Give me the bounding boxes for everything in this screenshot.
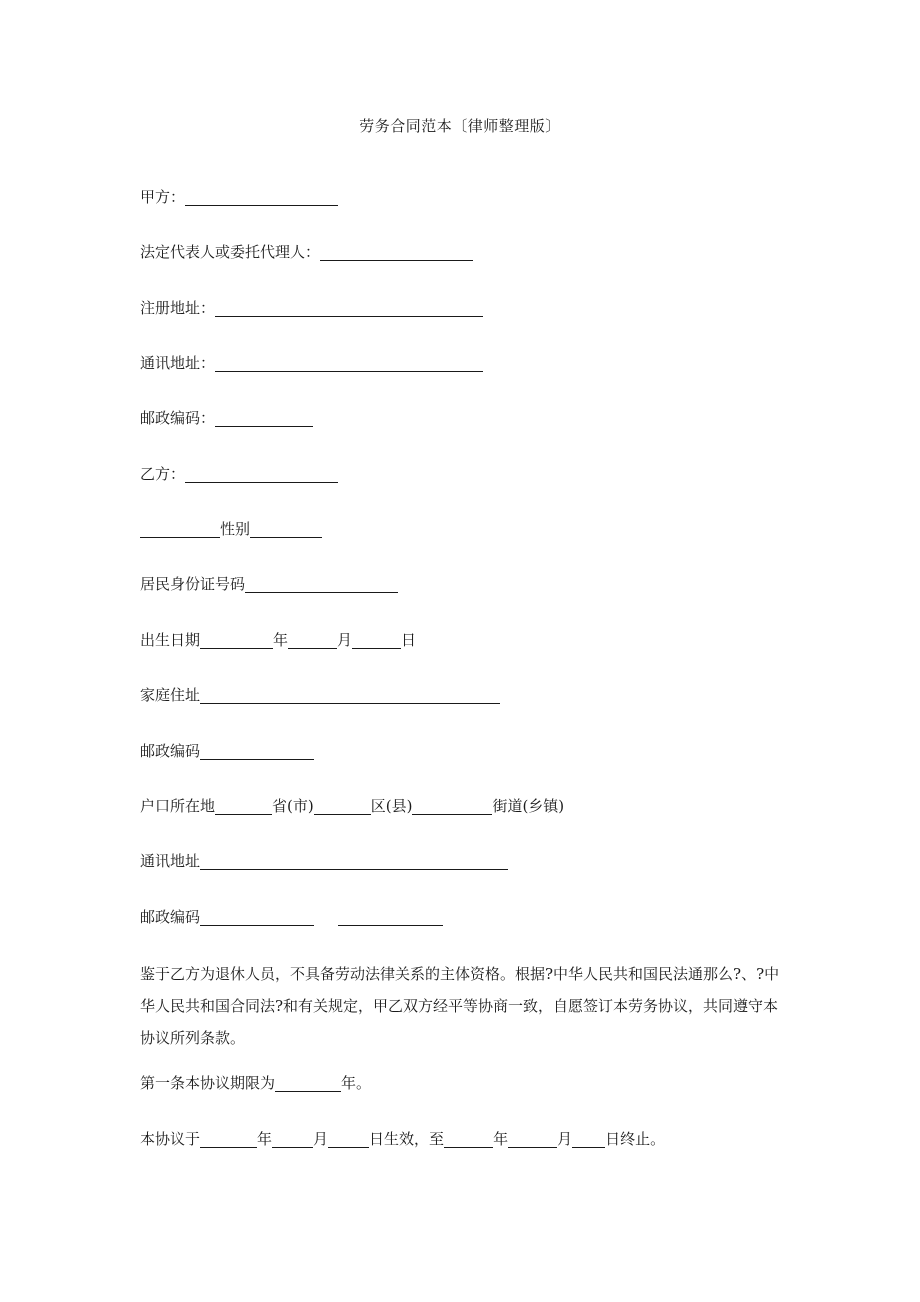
name-blank[interactable] (140, 521, 220, 538)
start-month-blank[interactable] (272, 1131, 313, 1148)
party-b-label: 乙方： (140, 465, 186, 483)
party-b-postcode-blank[interactable] (200, 743, 314, 760)
representative-blank[interactable] (320, 244, 473, 261)
party-b-postcode3-blank[interactable] (338, 909, 443, 926)
end-month-blank[interactable] (508, 1131, 557, 1148)
representative-label: 法定代表人或委托代理人： (140, 243, 321, 261)
party-a-label: 甲方： (140, 188, 186, 206)
gender-row (140, 519, 322, 539)
id-row (140, 574, 398, 594)
birth-day-blank[interactable] (352, 632, 401, 649)
hukou-street-blank[interactable] (412, 798, 492, 815)
party-a-postcode-label: 邮政编码： (140, 409, 216, 427)
registered-address-label: 注册地址： (140, 299, 216, 317)
party-a-postcode-blank[interactable] (215, 410, 313, 427)
home-address-row (140, 685, 500, 705)
district-label: 区(县) (370, 797, 413, 815)
party-b-mail-address-row (140, 851, 508, 871)
article1-suffix: 年。 (341, 1074, 372, 1092)
party-b-blank[interactable] (185, 466, 338, 483)
birth-month-blank[interactable] (288, 632, 337, 649)
end-suffix: 日终止。 (605, 1130, 666, 1148)
party-a-postcode-row (140, 408, 313, 428)
gender-blank[interactable] (250, 521, 322, 538)
birth-row (140, 630, 416, 650)
document-title: 劳务合同范本〔律师整理版〕 (359, 117, 561, 135)
effective-row (140, 1129, 665, 1149)
party-a-mail-address-blank[interactable] (215, 355, 483, 372)
party-b-postcode2-row (140, 907, 443, 927)
street-label: 街道(乡镇) (492, 797, 565, 815)
start-year-label: 年 (257, 1130, 273, 1148)
hukou-province-blank[interactable] (215, 798, 272, 815)
end-day-blank[interactable] (572, 1131, 605, 1148)
id-label: 居民身份证号码 (140, 575, 246, 593)
start-month-label: 月 (313, 1130, 329, 1148)
registered-address-row (140, 298, 483, 318)
party-a-mail-address-label: 通讯地址： (140, 354, 216, 372)
party-a-mail-address-row (140, 353, 483, 373)
end-year-label: 年 (493, 1130, 509, 1148)
start-year-blank[interactable] (200, 1131, 257, 1148)
end-year-blank[interactable] (444, 1131, 493, 1148)
start-suffix: 日生效，至 (369, 1130, 445, 1148)
article1-term-blank[interactable] (275, 1075, 341, 1092)
party-a-row (140, 187, 338, 207)
home-address-blank[interactable] (200, 687, 500, 704)
hukou-label: 户口所在地 (140, 797, 216, 815)
hukou-district-blank[interactable] (314, 798, 371, 815)
birth-year-blank[interactable] (200, 632, 273, 649)
id-blank[interactable] (245, 576, 398, 593)
article1-row (140, 1073, 371, 1093)
gender-label: 性别 (220, 520, 251, 538)
birth-label: 出生日期 (140, 631, 201, 649)
party-b-postcode2-label: 邮政编码 (140, 908, 201, 926)
party-a-blank[interactable] (185, 189, 338, 206)
representative-row (140, 242, 473, 262)
end-month-label: 月 (557, 1130, 573, 1148)
party-b-postcode-row (140, 741, 314, 761)
birth-year-label: 年 (273, 631, 289, 649)
province-label: 省(市) (272, 797, 314, 815)
article1-prefix: 第一条本协议期限为 (140, 1074, 276, 1092)
birth-day-label: 日 (401, 631, 417, 649)
start-day-blank[interactable] (328, 1131, 369, 1148)
effective-prefix: 本协议于 (140, 1130, 201, 1148)
party-b-row (140, 464, 338, 484)
birth-month-label: 月 (337, 631, 353, 649)
preamble-paragraph: 鉴于乙方为退休人员，不具备劳动法律关系的主体资格。根据?中华人民共和国民法通那么?、?中华人民共和国合同法?和有关规定，甲乙双方经平等协商一致，自愿签订本劳务协议，共同遵守本协议所列条款。 (140, 965, 780, 1047)
registered-address-blank[interactable] (215, 300, 483, 317)
party-b-postcode2-blank[interactable] (200, 909, 314, 926)
hukou-row (140, 796, 564, 816)
party-b-mail-address-label: 通讯地址 (140, 852, 201, 870)
party-b-mail-address-blank[interactable] (200, 853, 508, 870)
party-b-postcode-label: 邮政编码 (140, 742, 201, 760)
home-address-label: 家庭住址 (140, 686, 201, 704)
